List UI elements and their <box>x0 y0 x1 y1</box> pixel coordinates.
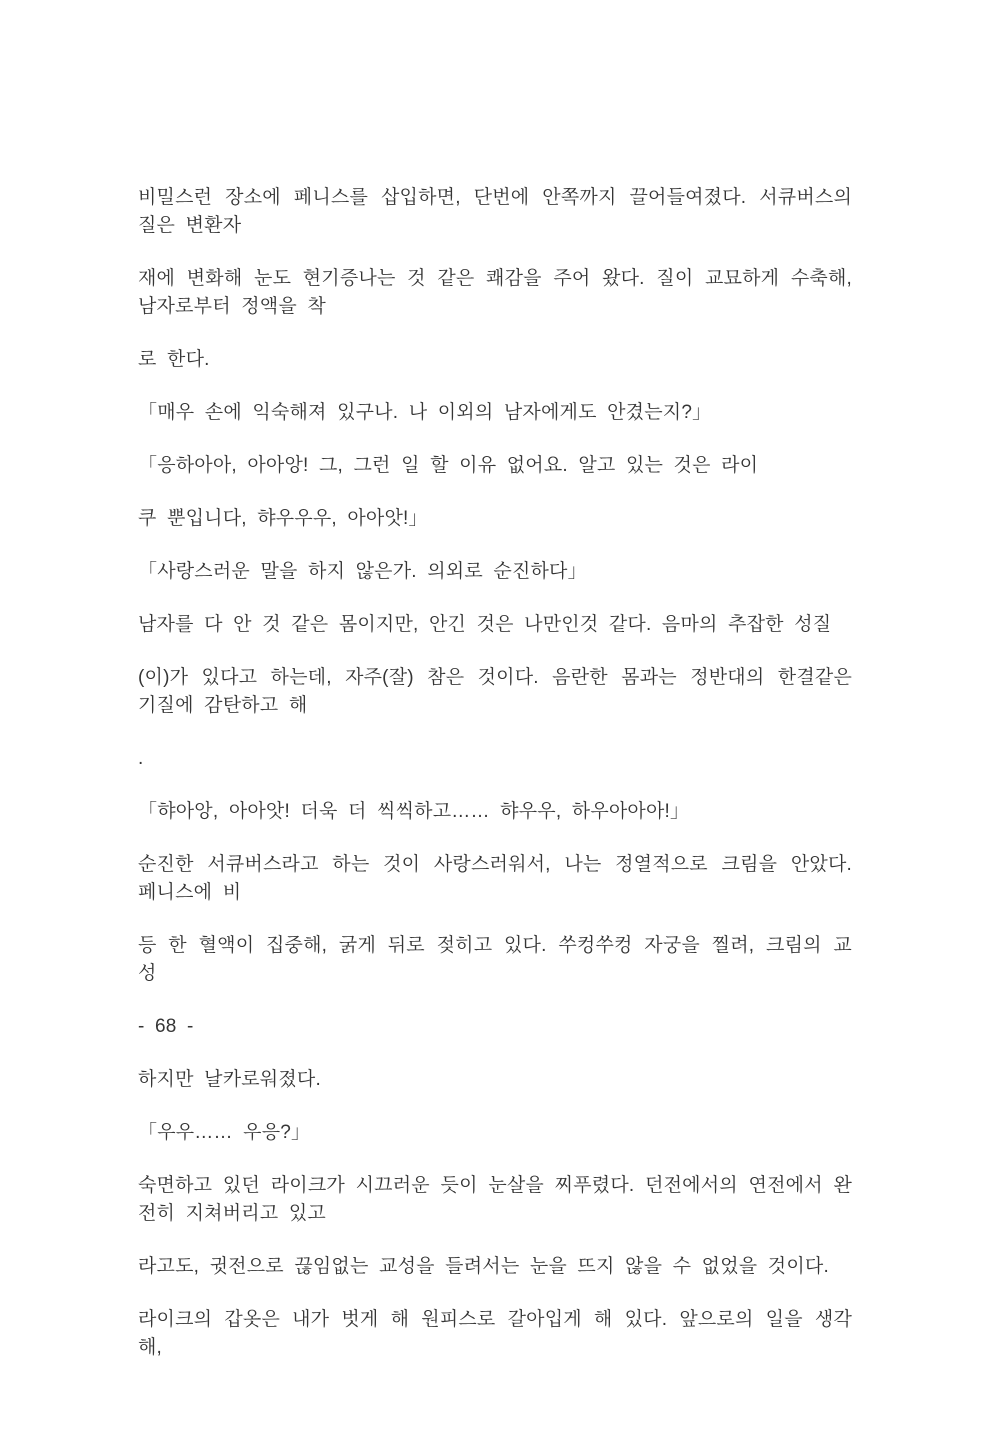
paragraph: 로 한다. <box>138 349 210 370</box>
paragraph: 라고도, 귓전으로 끊임없는 교성을 들려서는 눈을 뜨지 않을 수 없었을 것이다. <box>138 1256 829 1277</box>
paragraph: 등 한 혈액이 집중해, 굵게 뒤로 젖히고 있다. 쑤컹쑤컹 자궁을 찔려, 크림의 교성 <box>138 935 852 984</box>
paragraph: 하지만 날카로워졌다. <box>138 1069 321 1090</box>
paragraph: 남자를 다 안 것 같은 몸이지만, 안긴 것은 나만인것 같다. 음마의 추잡한 성질 <box>138 614 832 635</box>
paragraph: 순진한 서큐버스라고 하는 것이 사랑스러워서, 나는 정열적으로 크림을 안았다. 페니스에 비 <box>138 854 852 903</box>
paragraph: 라이크의 갑옷은 내가 벗게 해 원피스로 갈아입게 해 있다. 앞으로의 일을 생각해, <box>138 1309 852 1358</box>
quote-paragraph: 「사랑스러운 말을 하지 않은가. 의외로 순진하다」 <box>138 561 587 582</box>
paragraph: . <box>138 748 144 769</box>
quote-paragraph: 「햐아앙, 아아앗! 더욱 더 씩씩하고…… 햐우우, 하우아아아!」 <box>138 801 690 822</box>
page-number: - 68 - <box>138 1016 194 1037</box>
quote-paragraph: 「응하아아, 아아앙! 그, 그런 일 할 이유 없어요. 알고 있는 것은 라이 <box>138 455 759 476</box>
paragraph: 숙면하고 있던 라이크가 시끄러운 듯이 눈살을 찌푸렸다. 던전에서의 연전에서 완전히 지쳐버리고 있고 <box>138 1175 852 1224</box>
paragraph: 비밀스런 장소에 페니스를 삽입하면, 단번에 안쪽까지 끌어들여졌다. 서큐버스의 질은 변환자 <box>138 187 852 236</box>
quote-paragraph: 「매우 손에 익숙해져 있구나. 나 이외의 남자에게도 안겼는지?」 <box>138 402 712 423</box>
quote-paragraph: 「우우…… 우응?」 <box>138 1122 311 1143</box>
paragraph: (이)가 있다고 하는데, 자주(잘) 참은 것이다. 음란한 몸과는 정반대의 한결같은 기질에 감탄하고 해 <box>138 667 852 716</box>
paragraph: 재에 변화해 눈도 현기증나는 것 같은 쾌감을 주어 왔다. 질이 교묘하게 수축해, 남자로부터 정액을 착 <box>138 268 852 317</box>
paragraph: 쿠 뿐입니다, 햐우우우, 아아앗!」 <box>138 508 428 529</box>
